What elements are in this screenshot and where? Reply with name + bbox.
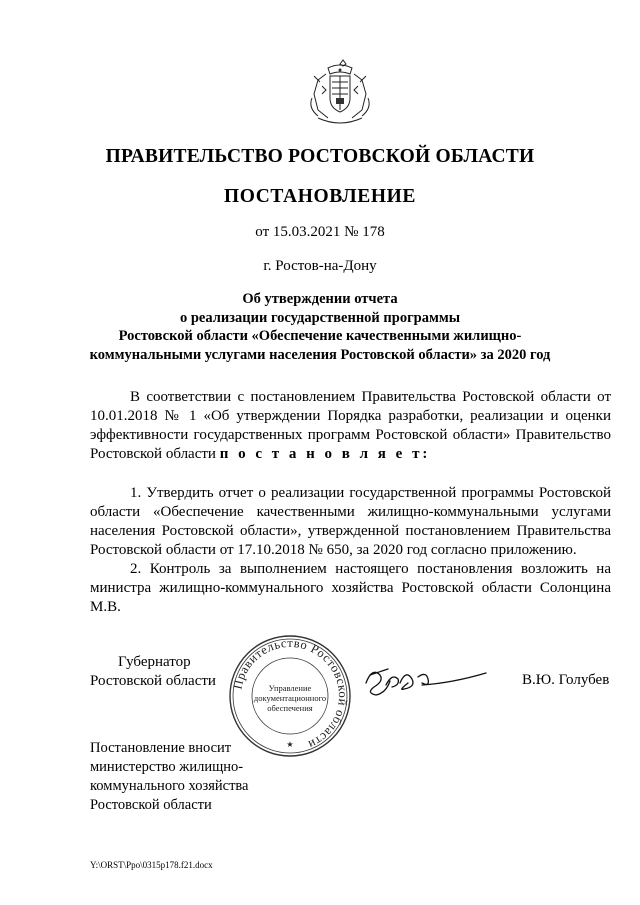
subject-line: Ростовской области «Обеспечение качественными жилищно- (118, 328, 522, 344)
organization-title: ПРАВИТЕЛЬСТВО РОСТОВСКОЙ ОБЛАСТИ (105, 146, 535, 167)
submitter-line: Постановление вносит (90, 740, 232, 756)
submitter-line: коммунального хозяйства (90, 778, 249, 794)
signatory-title-line: Ростовской области (90, 673, 216, 689)
stamp-center-line: Управление (268, 683, 312, 693)
decree-item-1: 1. Утвердить отчет о реализации государственной программы Ростовской области «Обеспечение качественными жилищно-коммунальными услугами населения Ростовской области», утвержденной постановлением Правительства Ростовской области от 17.10.2018 № 650, за 2020 год согласно приложению. (90, 485, 611, 558)
handwritten-signature (360, 655, 490, 705)
file-path-footer: Y:\ORST\Ppo\0315p178.f21.docx (90, 860, 213, 870)
submitter-line: Ростовской области (90, 797, 212, 813)
signatory-name: В.Ю. Голубев (522, 672, 610, 688)
coat-of-arms-emblem (298, 58, 382, 126)
stamp-ring-text: Правительство Ростовской области (230, 635, 351, 753)
submitter-note (90, 739, 249, 815)
preamble-text: В соответствии с постановлением Правительства Ростовской области от 10.01.2018 № 1 «Об утверждении Порядка разработки, реализации и оценки эффективности государственных программ Ростовской области» Правительство Ростовской области (90, 389, 611, 462)
subject-line: о реализации государственной программы (179, 309, 461, 326)
document-type-title: ПОСТАНОВЛЕНИЕ (223, 186, 417, 207)
stamp-center-line: документационного (253, 693, 327, 703)
star-icon: ★ (286, 740, 294, 749)
decree-item-2: 2. Контроль за выполнением настоящего постановления возложить на министра жилищно-коммунального хозяйства Ростовской области Солонцина М.В. (90, 561, 611, 615)
decree-items (90, 484, 611, 617)
submitter-line: министерство жилищно- (90, 759, 244, 775)
decree-word: п о с т а н о в л я е т: (219, 446, 431, 462)
subject-line: Об утверждении отчета (242, 291, 398, 307)
document-subject (70, 290, 570, 364)
document-date-number: от 15.03.2021 № 178 (255, 224, 385, 240)
document-city: г. Ростов-на-Дону (263, 258, 377, 274)
stamp-center-line: обеспечения (267, 703, 313, 713)
signatory-title (90, 653, 216, 691)
preamble-paragraph (90, 388, 611, 464)
subject-line: коммунальными услугами населения Ростовской области» за 2020 год (89, 346, 551, 363)
signatory-title-line: Губернатор (118, 654, 191, 670)
